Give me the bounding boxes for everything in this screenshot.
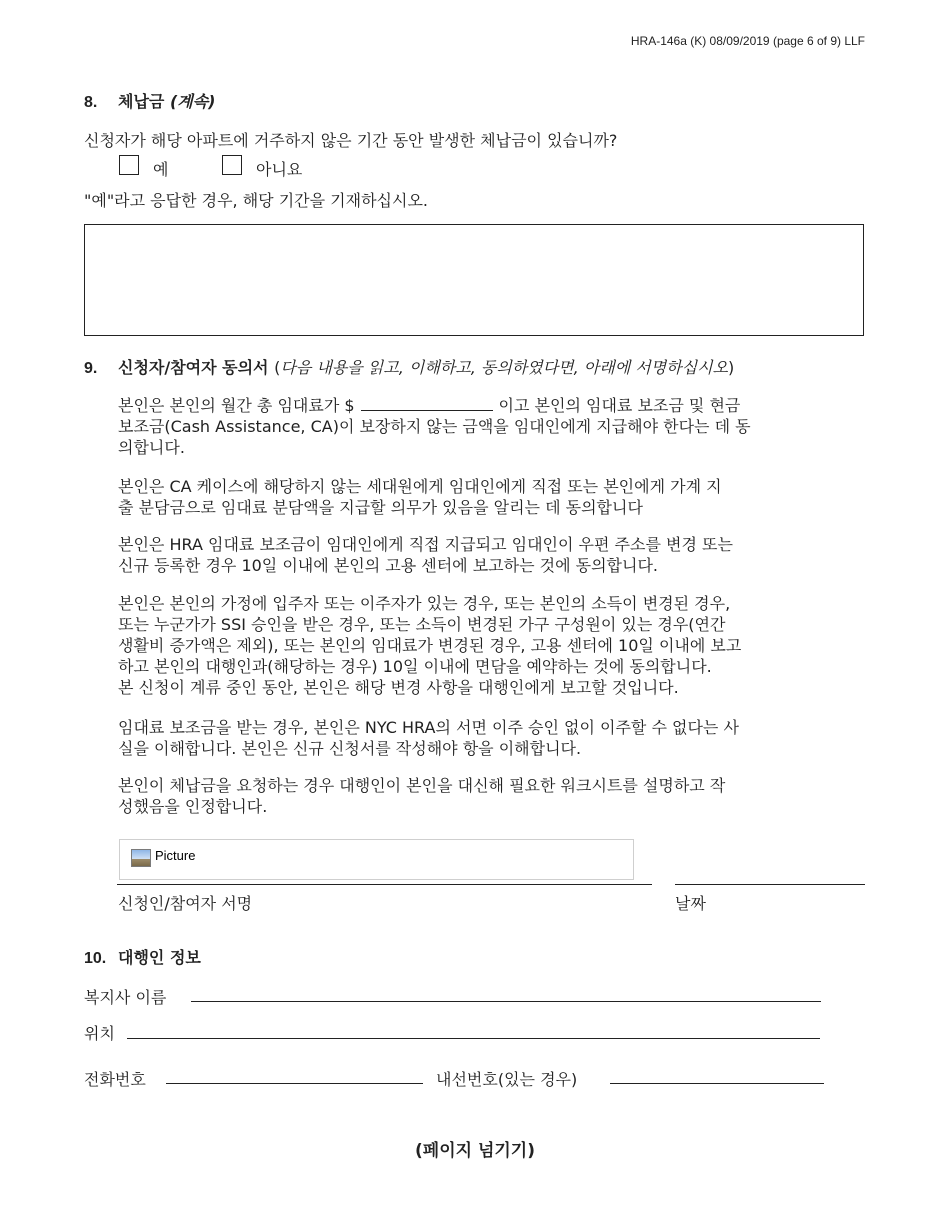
phone-label: 전화번호 xyxy=(84,1070,146,1089)
signature-label: 신청인/참여자 서명 xyxy=(118,894,253,913)
arrears-question: 신청자가 해당 아파트에 거주하지 않은 기간 동안 발생한 체납금이 있습니까? xyxy=(84,131,618,150)
paragraph-line xyxy=(118,395,866,416)
section-10-title xyxy=(84,945,201,968)
consent-paragraph-arrears xyxy=(118,775,866,817)
paragraph-line: 보조금(Cash Assistance, CA)이 보장하지 않는 금액을 임대인에게 지급해야 한다는 데 동 xyxy=(118,417,751,436)
no-checkbox[interactable] xyxy=(222,155,242,175)
consent-paragraph-household xyxy=(118,476,866,518)
paragraph-line: 의합니다. xyxy=(118,438,185,457)
signature-picture-placeholder[interactable] xyxy=(119,839,634,880)
consent-paragraph-changes xyxy=(118,593,866,698)
date-line[interactable] xyxy=(675,884,865,885)
paragraph-line: 생활비 증가액은 제외), 또는 본인의 임대료가 변경된 경우, 고용 센터에 10일 이내에 보고 xyxy=(118,636,742,655)
paragraph-line: 본인이 체납금을 요청하는 경우 대행인이 본인을 대신해 필요한 워크시트를 설명하고 작 xyxy=(118,776,726,795)
section-title-text: 신청자/참여자 동의서 xyxy=(118,358,269,377)
period-text-area[interactable] xyxy=(84,224,864,336)
paragraph-line: 하고 본인의 대행인과(해당하는 경우) 10일 이내에 면담을 예약하는 것에 동의합니다. xyxy=(118,657,712,676)
signature-line[interactable] xyxy=(117,884,652,885)
date-label: 날짜 xyxy=(675,894,706,913)
section-number: 10. xyxy=(84,950,107,967)
section-title-text: 대행인 정보 xyxy=(118,948,201,967)
paragraph-line: 본 신청이 계류 중인 동안, 본인은 해당 변경 사항을 대행인에게 보고할 것입니다. xyxy=(118,678,679,697)
form-header: HRA-146a (K) 08/09/2019 (page 6 of 9) LLF xyxy=(630,34,865,48)
period-instruction: "예"라고 응답한 경우, 해당 기간을 기재하십시오. xyxy=(84,191,428,210)
paragraph-line: 출 분담금으로 임대료 분담액을 지급할 의무가 있음을 알리는 데 동의합니다 xyxy=(118,498,643,517)
section-number: 9. xyxy=(84,360,98,377)
paragraph-line: 본인은 본인의 가정에 입주자 또는 이주자가 있는 경우, 또는 본인의 소득이 변경된 경우, xyxy=(118,594,731,613)
section-subtitle: 다음 내용을 읽고, 이해하고, 동의하였다면, 아래에 서명하십시오 xyxy=(280,358,728,377)
paragraph-line: 임대료 보조금을 받는 경우, 본인은 NYC HRA의 서면 이주 승인 없이 이주할 수 없다는 사 xyxy=(118,718,739,737)
paragraph-line: 성했음을 인정합니다. xyxy=(118,797,268,816)
location-field[interactable] xyxy=(127,1038,820,1039)
yes-checkbox[interactable] xyxy=(119,155,139,175)
section-title-note: (계속) xyxy=(169,92,216,111)
consent-paragraph-landlord xyxy=(118,534,866,576)
yes-label: 예 xyxy=(153,160,169,179)
paragraph-line: 신규 등록한 경우 10일 이내에 본인의 고용 센터에 보고하는 것에 동의합니다. xyxy=(118,556,658,575)
section-number: 8. xyxy=(84,94,98,111)
phone-field[interactable] xyxy=(166,1083,423,1084)
picture-icon xyxy=(131,849,151,867)
extension-field[interactable] xyxy=(610,1083,824,1084)
consent-paragraph-rent xyxy=(118,395,866,458)
location-label: 위치 xyxy=(84,1024,115,1043)
consent-paragraph-moving xyxy=(118,717,866,759)
paragraph-line: 본인은 HRA 임대료 보조금이 임대인에게 직접 지급되고 임대인이 우편 주소를 변경 또는 xyxy=(118,535,733,554)
caseworker-name-field[interactable] xyxy=(191,1001,821,1002)
rent-text-after: 이고 본인의 임대료 보조금 및 현금 xyxy=(498,396,741,415)
turn-page-note: (페이지 넘기기) xyxy=(415,1141,535,1161)
subtitle-close: ) xyxy=(728,358,735,377)
section-9-title xyxy=(84,355,734,378)
paragraph-line: 본인은 CA 케이스에 해당하지 않는 세대원에게 임대인에게 직접 또는 본인에게 가계 지 xyxy=(118,477,722,496)
section-title-text: 체납금 xyxy=(118,92,165,111)
monthly-rent-field[interactable] xyxy=(361,396,493,411)
extension-label: 내선번호(있는 경우) xyxy=(436,1070,578,1089)
caseworker-name-label: 복지사 이름 xyxy=(84,988,167,1007)
no-label: 아니요 xyxy=(256,160,303,179)
rent-text-before: 본인은 본인의 월간 총 임대료가 $ xyxy=(118,396,355,415)
subtitle-open: ( xyxy=(274,358,281,377)
paragraph-line: 또는 누군가가 SSI 승인을 받은 경우, 또는 소득이 변경된 가구 구성원이 있는 경우(연간 xyxy=(118,615,726,634)
section-8-title xyxy=(84,89,216,112)
picture-label: Picture xyxy=(155,848,196,863)
paragraph-line: 실을 이해합니다. 본인은 신규 신청서를 작성해야 항을 이해합니다. xyxy=(118,739,582,758)
